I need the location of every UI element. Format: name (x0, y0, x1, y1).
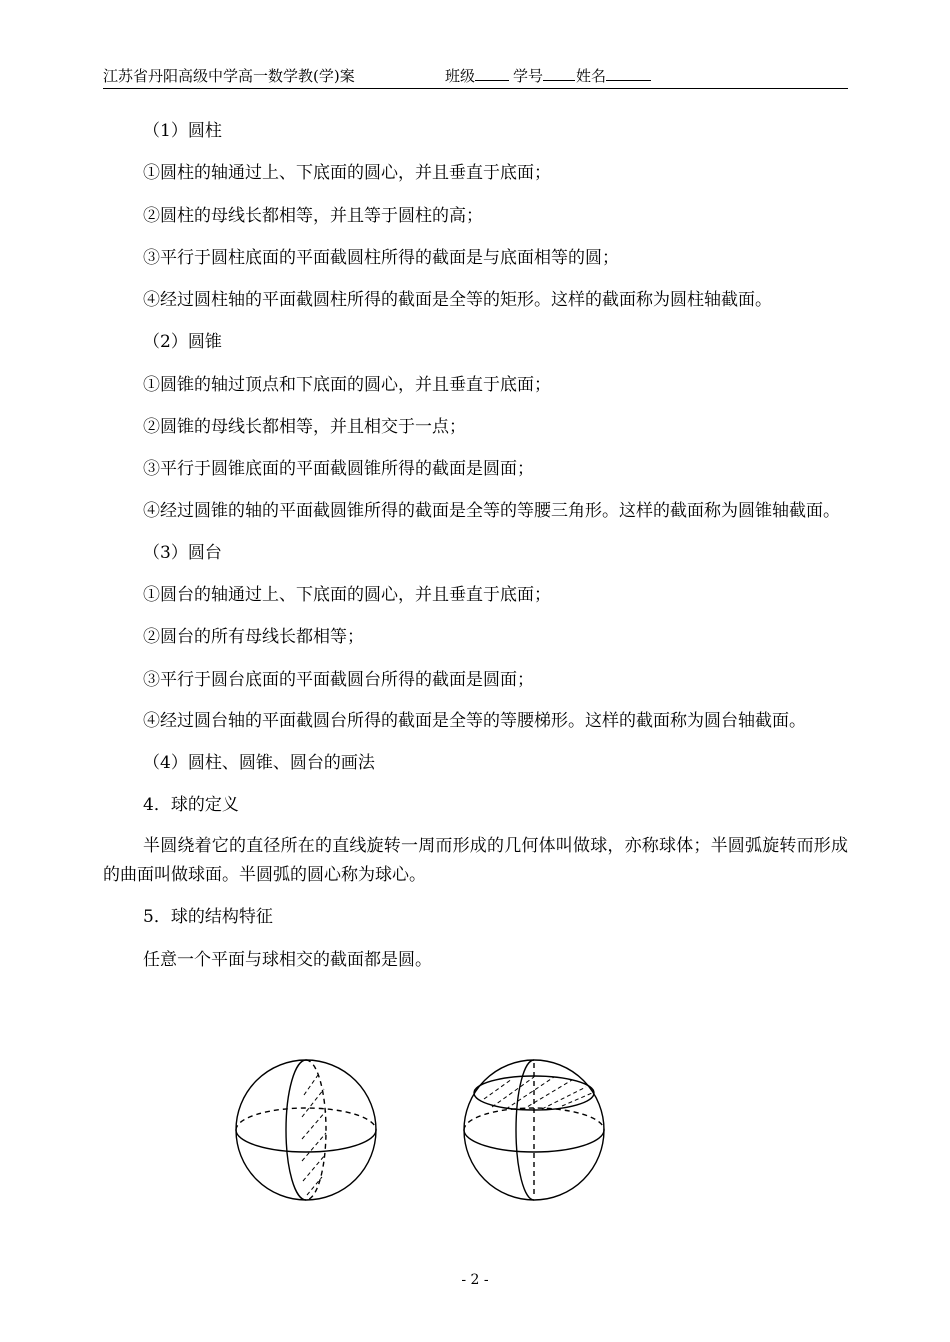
cylinder-heading: （1）圆柱 (143, 121, 222, 141)
cylinder-item-1: ①圆柱的轴通过上、下底面的圆心，并且垂直于底面； (143, 163, 551, 184)
cone-item-2: ②圆锥的母线长都相等，并且相交于一点； (143, 417, 466, 438)
cylinder-item-3: ③平行于圆柱底面的平面截圆柱所得的截面是与底面相等的圆； (143, 247, 619, 268)
sphere-structure-text: 任意一个平面与球相交的截面都是圆。 (143, 949, 432, 970)
equator-back (236, 1108, 376, 1130)
page-number: - 2 - (461, 1272, 489, 1288)
cylinder-item-2: ②圆柱的母线长都相等，并且等于圆柱的高； (143, 205, 483, 226)
meridian-front (516, 1060, 534, 1200)
meridian-front (286, 1060, 306, 1200)
sphere-figure-parallel-section (462, 1055, 607, 1205)
id-label: 学号 (513, 67, 544, 85)
cone-heading: （2）圆锥 (143, 332, 222, 353)
frustum-item-2: ②圆台的所有母线长都相等； (143, 627, 364, 648)
cylinder-item-4: ④经过圆柱轴的平面截圆柱所得的截面是全等的矩形。这样的截面称为圆柱轴截面。 (143, 290, 772, 311)
sphere-figures (230, 1055, 620, 1215)
frustum-heading: （3）圆台 (143, 542, 222, 563)
meridian-back (306, 1060, 326, 1200)
frustum-item-1: ①圆台的轴通过上、下底面的圆心，并且垂直于底面； (143, 584, 551, 605)
cone-item-3: ③平行于圆锥底面的平面截圆锥所得的截面是圆面； (143, 459, 534, 480)
frustum-item-3: ③平行于圆台底面的平面截圆台所得的截面是圆面； (143, 669, 534, 690)
class-label: 班级 (445, 67, 476, 85)
header-fields (445, 65, 651, 86)
sphere-definition-heading: 4．球的定义 (143, 795, 239, 816)
sphere-structure-heading: 5．球的结构特征 (143, 907, 273, 928)
main-content (103, 116, 848, 987)
class-blank[interactable] (475, 66, 509, 81)
drawing-heading: （4）圆柱、圆锥、圆台的画法 (143, 752, 375, 773)
id-blank[interactable] (543, 66, 575, 81)
cone-item-4: ④经过圆锥的轴的平面截圆锥所得的截面是全等的等腰三角形。这样的截面称为圆锥轴截面。 (143, 500, 840, 521)
name-label: 姓名 (576, 67, 607, 85)
sphere-outline (236, 1060, 376, 1200)
sphere-figure-axial-section (234, 1055, 379, 1205)
frustum-item-4: ④经过圆台轴的平面截圆台所得的截面是全等的等腰梯形。这样的截面称为圆台轴截面。 (143, 710, 806, 731)
header-title: 江苏省丹阳高级中学高一数学教(学)案 (103, 67, 355, 85)
name-blank[interactable] (606, 66, 651, 81)
equator-front (236, 1130, 376, 1152)
sphere-definition-text: 半圆绕着它的直径所在的直线旋转一周而形成的几何体叫做球，亦称球体；半圆弧旋转而形成的曲面叫做球面。半圆弧的圆心称为球心。 (103, 836, 848, 886)
cone-item-1: ①圆锥的轴过顶点和下底面的圆心，并且垂直于底面； (143, 374, 551, 395)
page-header (103, 64, 848, 89)
